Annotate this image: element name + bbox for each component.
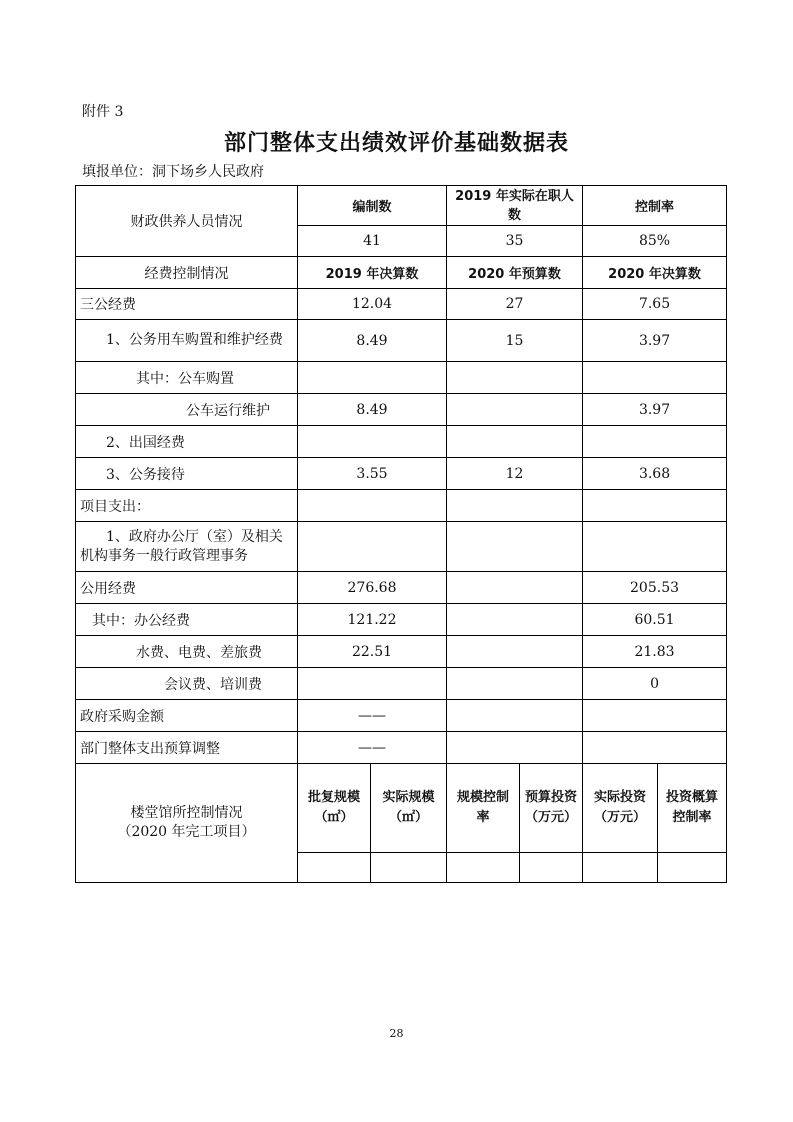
row-value-2020-final: 0	[583, 668, 727, 700]
row-label: 1、公务用车购置和维护经费	[76, 320, 298, 362]
row-value-2020-final: 3.97	[583, 320, 727, 362]
buildings-cell	[583, 853, 658, 883]
buildings-col-approved-scale: 批复规模（㎡）	[298, 764, 371, 853]
table-row	[76, 289, 727, 320]
row-value-2019	[298, 490, 447, 522]
staff-col-actual: 2019 年实际在职人数	[447, 186, 583, 226]
buildings-col-budget-invest: 预算投资（万元）	[520, 764, 583, 853]
table-row	[76, 490, 727, 522]
row-value-2020-final	[583, 732, 727, 764]
row-value-2019: 12.04	[298, 289, 447, 320]
buildings-cell	[520, 853, 583, 883]
row-value-2020-budget	[447, 604, 583, 636]
row-value-2020-budget	[447, 700, 583, 732]
row-label: 三公经费	[76, 289, 298, 320]
row-value-2020-budget: 27	[447, 289, 583, 320]
row-label: 2、出国经费	[76, 426, 298, 458]
row-value-2019: 22.51	[298, 636, 447, 668]
funds-col-2019-final: 2019 年决算数	[298, 257, 447, 289]
funds-label: 经费控制情况	[76, 257, 298, 289]
row-value-2020-final	[583, 522, 727, 572]
page-number: 28	[389, 1027, 404, 1040]
row-value-2019	[298, 522, 447, 572]
staff-header-row	[76, 186, 727, 226]
row-label: 水费、电费、差旅费	[76, 636, 298, 668]
funds-col-2020-final: 2020 年决算数	[583, 257, 727, 289]
row-value-2020-budget	[447, 668, 583, 700]
row-value-2020-final: 60.51	[583, 604, 727, 636]
row-value-2020-budget	[447, 636, 583, 668]
buildings-label	[76, 764, 298, 883]
funds-header-row	[76, 257, 727, 289]
staff-quota-value: 41	[298, 226, 447, 257]
staff-col-rate: 控制率	[583, 186, 727, 226]
buildings-cell	[371, 853, 447, 883]
table-row	[76, 522, 727, 572]
table-row	[76, 732, 727, 764]
buildings-col-actual-scale: 实际规模（㎡）	[371, 764, 447, 853]
table-row	[76, 700, 727, 732]
buildings-cell	[447, 853, 520, 883]
attachment-label: 附件 3	[82, 104, 124, 120]
row-value-2019: ——	[298, 732, 447, 764]
row-value-2019: 121.22	[298, 604, 447, 636]
staff-label: 财政供养人员情况	[76, 186, 298, 257]
row-value-2019: 3.55	[298, 458, 447, 490]
row-value-2020-final: 7.65	[583, 289, 727, 320]
row-label: 其中：办公经费	[76, 604, 298, 636]
row-value-2020-final: 21.83	[583, 636, 727, 668]
buildings-label-line1: 楼堂馆所控制情况	[130, 805, 243, 821]
buildings-header-row	[76, 764, 727, 853]
row-value-2020-final	[583, 426, 727, 458]
row-value-2019	[298, 362, 447, 394]
row-value-2020-final: 205.53	[583, 572, 727, 604]
buildings-cell	[298, 853, 371, 883]
staff-col-quota: 编制数	[298, 186, 447, 226]
buildings-col-scale-rate: 规模控制率	[447, 764, 520, 853]
row-label: 政府采购金额	[76, 700, 298, 732]
table-row	[76, 426, 727, 458]
table-row	[76, 394, 727, 426]
row-value-2020-budget	[447, 394, 583, 426]
row-label: 会议费、培训费	[76, 668, 298, 700]
table-row	[76, 636, 727, 668]
staff-rate-value: 85%	[583, 226, 727, 257]
buildings-label-line2: （2020 年完工项目）	[117, 824, 256, 840]
row-value-2020-final	[583, 362, 727, 394]
funds-col-2020-budget: 2020 年预算数	[447, 257, 583, 289]
row-label: 部门整体支出预算调整	[76, 732, 298, 764]
row-value-2020-final	[583, 700, 727, 732]
row-label: 其中：公车购置	[76, 362, 298, 394]
row-label: 1、政府办公厅（室）及相关机构事务一般行政管理事务	[76, 522, 298, 572]
row-value-2020-budget	[447, 522, 583, 572]
staff-actual-value: 35	[447, 226, 583, 257]
row-value-2019: 276.68	[298, 572, 447, 604]
page-title: 部门整体支出绩效评价基础数据表	[223, 131, 569, 156]
row-value-2020-budget	[447, 490, 583, 522]
table-row	[76, 362, 727, 394]
table-row	[76, 320, 727, 362]
row-value-2019: ——	[298, 700, 447, 732]
buildings-col-invest-rate: 投资概算控制率	[658, 764, 727, 853]
row-value-2020-budget	[447, 572, 583, 604]
row-value-2020-budget: 12	[447, 458, 583, 490]
row-value-2020-budget	[447, 426, 583, 458]
row-value-2020-budget: 15	[447, 320, 583, 362]
row-label: 3、公务接待	[76, 458, 298, 490]
row-value-2020-final: 3.97	[583, 394, 727, 426]
row-value-2020-final: 3.68	[583, 458, 727, 490]
row-label: 公用经费	[76, 572, 298, 604]
table-row	[76, 668, 727, 700]
row-value-2019	[298, 668, 447, 700]
row-label: 项目支出：	[76, 490, 298, 522]
table-row	[76, 604, 727, 636]
reporting-unit: 填报单位：洞下场乡人民政府	[82, 164, 264, 180]
row-value-2019: 8.49	[298, 394, 447, 426]
performance-data-table	[75, 185, 727, 883]
row-value-2020-final	[583, 490, 727, 522]
row-value-2019: 8.49	[298, 320, 447, 362]
buildings-cell	[658, 853, 727, 883]
row-value-2019	[298, 426, 447, 458]
table-row	[76, 458, 727, 490]
row-label: 公车运行维护	[76, 394, 298, 426]
buildings-col-actual-invest: 实际投资（万元）	[583, 764, 658, 853]
row-value-2020-budget	[447, 732, 583, 764]
table-row	[76, 572, 727, 604]
row-value-2020-budget	[447, 362, 583, 394]
